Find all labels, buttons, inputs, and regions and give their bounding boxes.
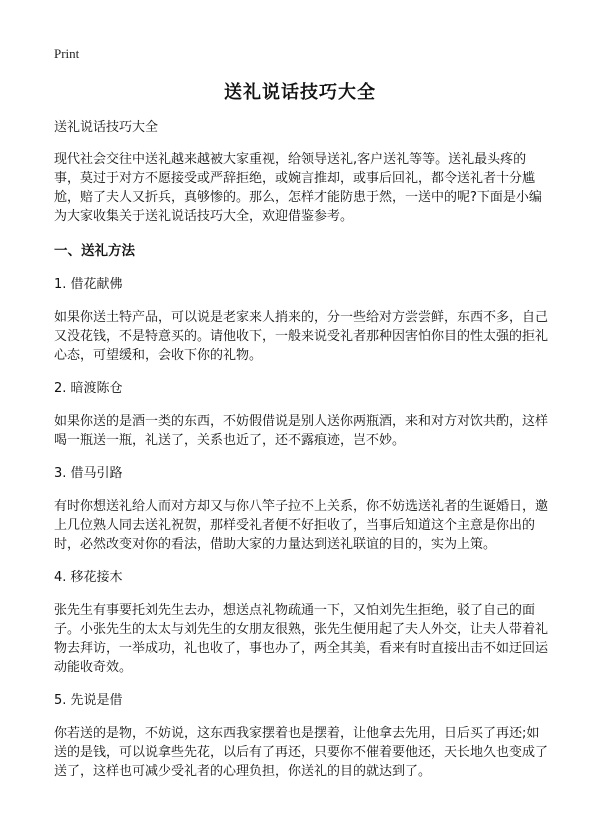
print-label[interactable]: Print xyxy=(54,46,80,61)
method-body-2: 如果你送的是酒一类的东西，不妨假借说是别人送你两瓶酒，来和对方对饮共酌，这样喝一瓶送一瓶，礼送了，关系也近了，还不露痕迹，岂不妙。 xyxy=(54,414,549,448)
method-body-1: 如果你送土特产品，可以说是老家来人捎来的，分一些给对方尝尝鲜，东西不多，自己又没花钱，不是特意买的。请他收下，一般来说受礼者那种因害怕你目的性太强的拒礼心态，可望缓和，会收下你的礼物。 xyxy=(54,310,549,363)
method-title-2: 2. 暗渡陈仓 xyxy=(54,381,123,396)
method-title-5: 5. 先说是借 xyxy=(54,693,123,708)
method-title-1: 1. 借花献佛 xyxy=(54,277,123,292)
article-subtitle: 送礼说话技巧大全 xyxy=(54,120,159,135)
method-body-5: 你若送的是物，不妨说，这东西我家摆着也是摆着，让他拿去先用，日后买了再还;如送的是钱，可以说拿些先花，以后有了再还，只要你不催着要他还，天长地久也变成了送了，这样也可减少受礼者的心理负担，你送礼的目的就达到了。 xyxy=(54,726,549,779)
article-body xyxy=(54,118,550,795)
method-body-4: 张先生有事要托刘先生去办，想送点礼物疏通一下，又怕刘先生拒绝，驳了自己的面子。小张先生的太太与刘先生的女朋友很熟，张先生便用起了夫人外交，让夫人带着礼物去拜访，一举成功，礼也收了，事也办了，两全其美，看来有时直接出击不如迂回运动能收奇效。 xyxy=(54,603,549,675)
page-title: 送礼说话技巧大全 xyxy=(224,82,376,103)
section-heading: 一、送礼方法 xyxy=(54,243,135,259)
method-title-4: 4. 移花接木 xyxy=(54,570,123,585)
method-body-3: 有时你想送礼给人而对方却又与你八竿子拉不上关系，你不妨选送礼者的生诞婚日，邀上几位熟人同去送礼祝贺，那样受礼者便不好拒收了，当事后知道这个主意是你出的时，必然改变对你的看法，借助大家的力量达到送礼联谊的目的，实为上策。 xyxy=(54,499,549,552)
method-title-3: 3. 借马引路 xyxy=(54,466,123,481)
intro-paragraph: 现代社会交往中送礼越来越被大家重视，给领导送礼,客户送礼等等。送礼最头疼的事，莫过于对方不愿接受或严辞拒绝，或婉言推却，或事后回礼，都令送礼者十分尴尬，赔了夫人又折兵，真够惨的。那么，怎样才能防患于然，一送中的呢?下面是小编为大家收集关于送礼说话技巧大全，欢迎借鉴参考。 xyxy=(54,152,542,224)
